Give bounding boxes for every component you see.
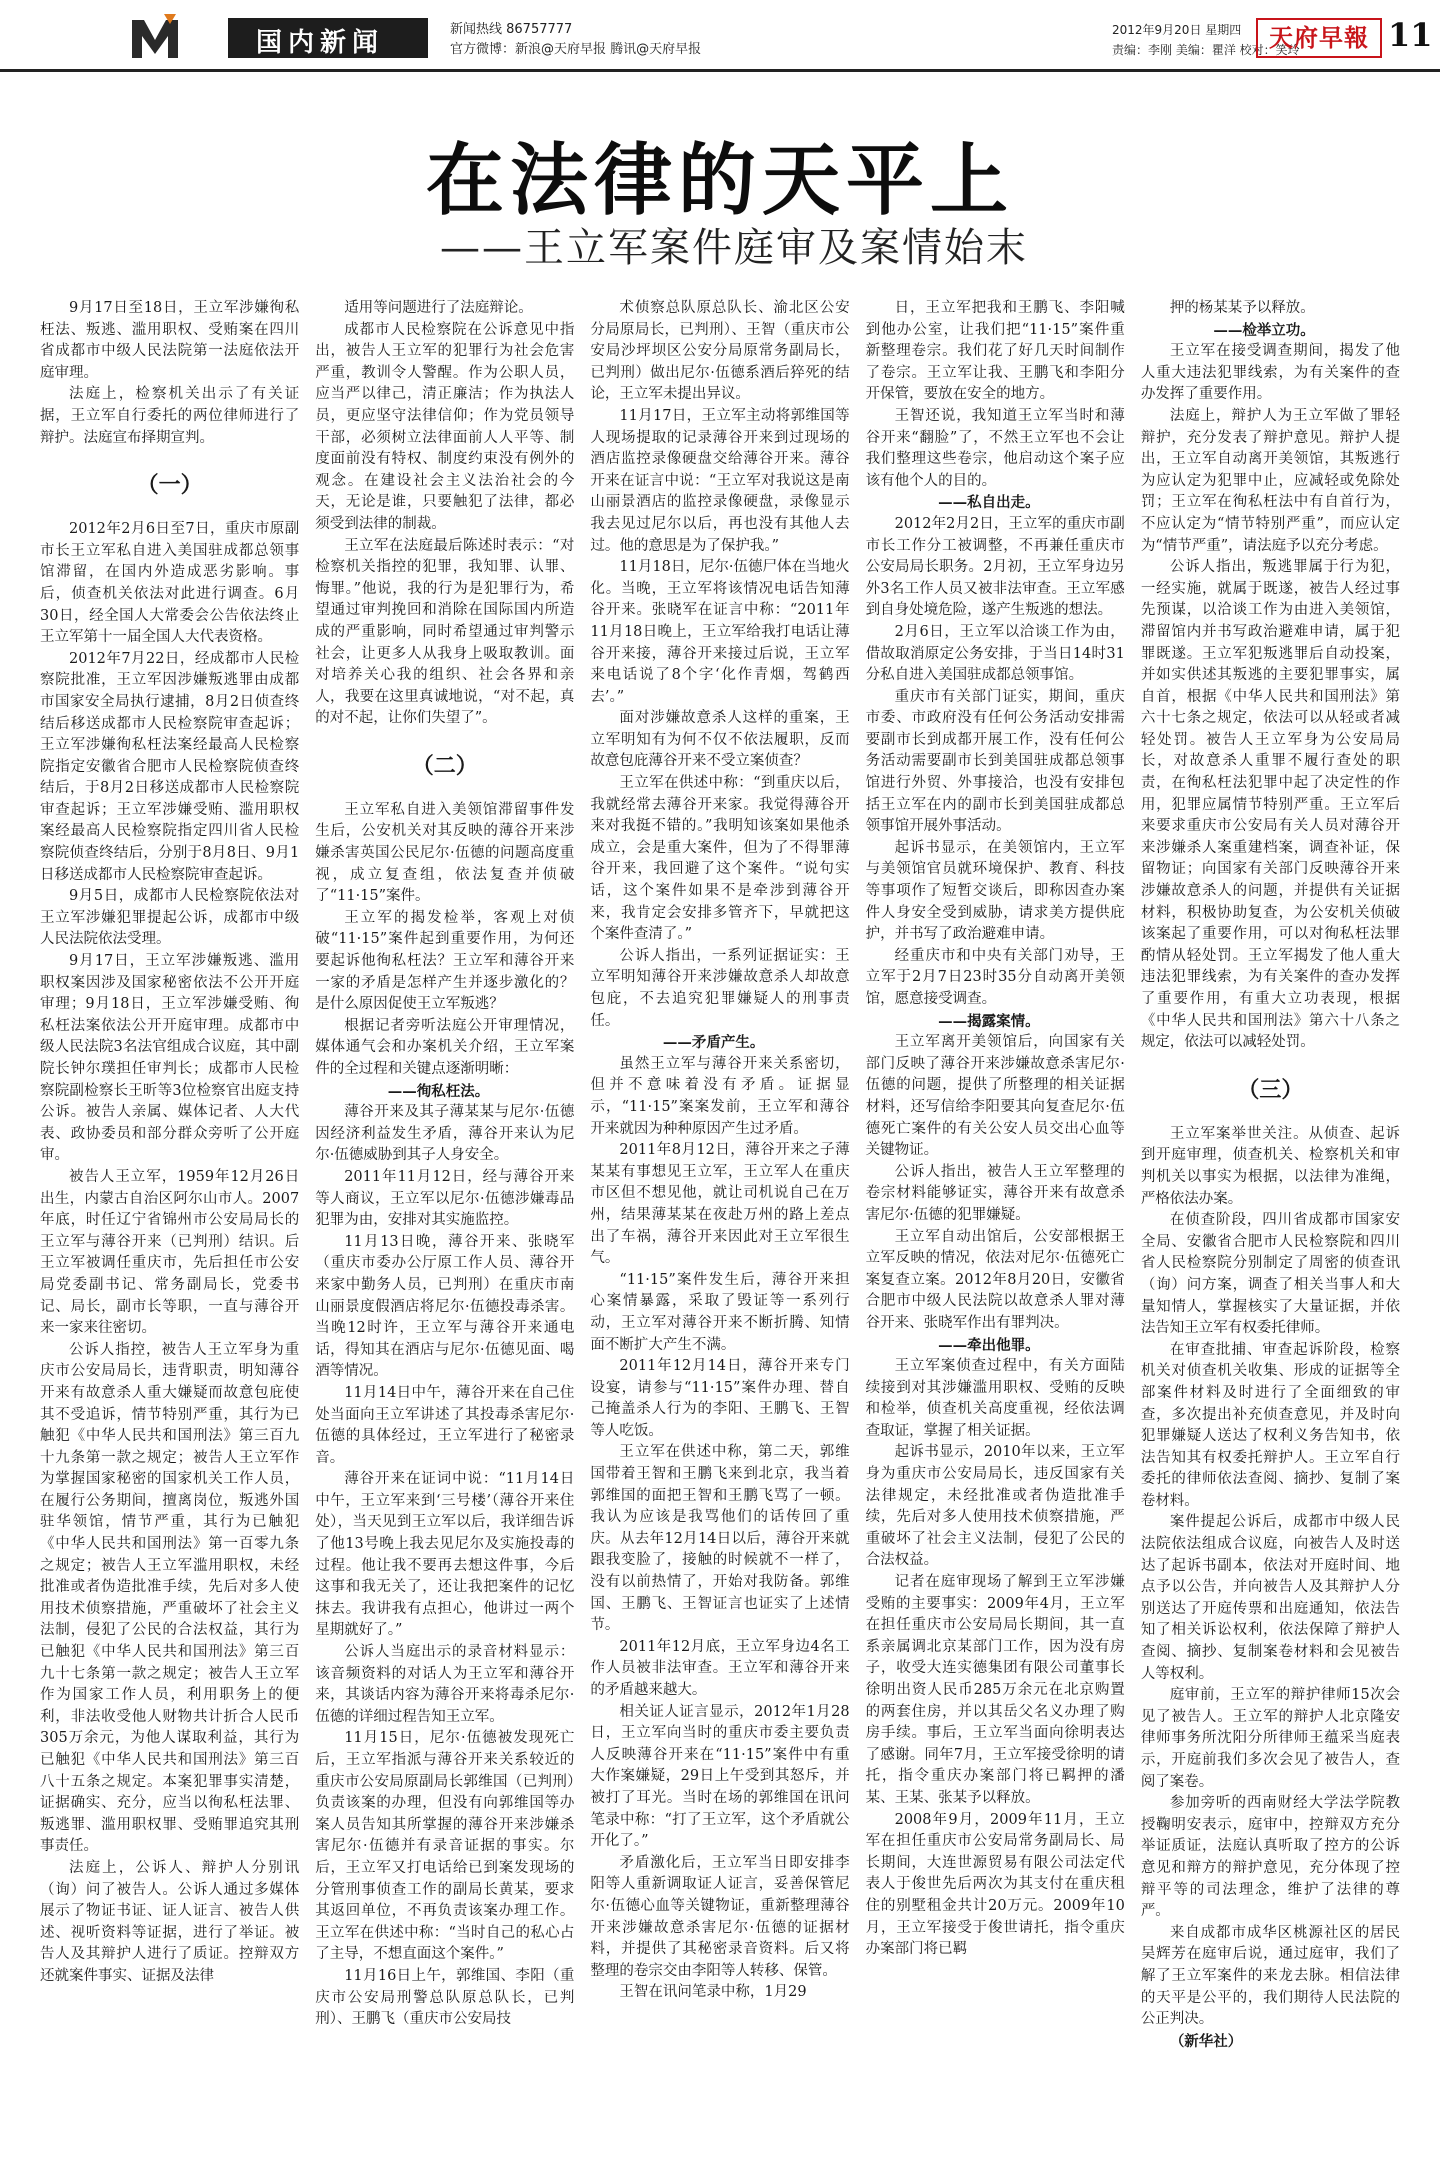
article-subheadline: ——王立军案件庭审及案情始末 — [440, 225, 1028, 271]
paragraph: 王立军案侦查过程中，有关方面陆续接到对其涉嫌滥用职权、受贿的反映和检举，侦查机关高度重视，经依法调查取证，掌握了相关证据。 — [865, 1358, 1125, 1439]
paragraph: 相关证人证言显示，2012年1月28日，王立军向当时的重庆市委主要负责人反映薄谷开来在“11·15”案件中有重大作案嫌疑，29日上午受到其怒斥，并被打了耳光。当时在场的郭维国在讯问笔录中称：“打了王立军，这个矛盾就公开化了。” — [590, 1703, 850, 1850]
paragraph: 法庭上，辩护人为王立军做了罪轻辩护，充分发表了辩护意见。辩护人提出，王立军自动离开美领馆，其叛逃行为应认定为犯罪中止，应减轻或免除处罚；王立军在徇私枉法中有自首行为，不应认定为“情节特别严重”，而应认定为“情节严重”，请法庭予以充分考虑。 — [1140, 407, 1401, 554]
paragraph: 押的杨某某予以释放。 — [1169, 300, 1315, 316]
paragraph: 公诉人指出，叛逃罪属于行为犯，一经实施，就属于既遂，被告人经过事先预谋，以洽谈工作为由进入美领馆，滞留馆内并书写政治避难申请，属于犯罪既遂。王立军犯叛逃罪后自动投案，并如实供述其叛逃的主要犯罪事实，属自首，根据《中华人民共和国刑法》第六十七条之规定，依法可以从轻或者减轻处罚。被告人王立军身为公安局局长，对故意杀人重罪不履行查处的职责，在徇私枉法犯罪中起了决定性的作用，犯罪应属情节特别严重。王立军后来要求重庆市公安局有关人员对薄谷开来涉嫌杀人案重建档案，调查补证，保留物证；向国家有关部门反映薄谷开来涉嫌故意杀人的问题，并提供有关证据材料，积极协助复查，为公安机关侦破该案起了重要作用，可以对徇私枉法罪酌情从轻处罚。王立军揭发了他人重大违法犯罪线索，为有关案件的查办发挥了重要作用，有重大立功表现，根据《中华人民共和国刑法》第六十八条之规定，依法可以减轻处罚。 — [1140, 559, 1401, 1051]
subsection-heading: ——私自出走。 — [938, 494, 1040, 512]
subsection-heading: ——牵出他罪。 — [938, 1336, 1040, 1354]
text-column — [866, 298, 1125, 2154]
paragraph: 王立军自动出馆后，公安部根据王立军反映的情况，依法对尼尔·伍德死亡案复查立案。2012年8月20日，安徽省合肥市中级人民法院以故意杀人罪对薄谷开来、张晓军作出有罪判决。 — [865, 1228, 1125, 1331]
paragraph: 公诉人指出，一系列证据证实：王立军明知薄谷开来涉嫌故意杀人却故意包庇，不去追究犯罪嫌疑人的刑事责任。 — [590, 947, 850, 1029]
paragraph: 2008年9月，2009年11月，王立军在担任重庆市公安局常务副局长、局长期间，大连世源贸易有限公司法定代表人于俊世先后两次为其支付在重庆租住的别墅租金共计20万元。2009年10月，王立军接受于俊世请托，指令重庆办案部门将已羁 — [865, 1811, 1125, 1958]
paragraph: 起诉书显示，在美领馆内，王立军与美领馆官员就环境保护、教育、科技等事项作了短暂交谈后，即称因查办案件人身安全受到威胁，请求美方提供庇护，并书写了政治避难申请。 — [865, 839, 1125, 943]
paragraph: 王立军在供述中称：“到重庆以后，我就经常去薄谷开来家。我觉得薄谷开来对我挺不错的。”我明知该案如果他杀成立，会是重大案件，但为了不得罪薄谷开来，我回避了这个案件。“说句实话，这个案件如果不是牵涉到薄谷开来，我肯定会安排多管齐下，早就把这个案件查清了。” — [590, 775, 850, 943]
paragraph: 法庭上，公诉人、辩护人分别讯（询）问了被告人。公诉人通过多媒体展示了物证书证、证人证言、被告人供述、视听资料等证据，进行了举证。被告人及其辩护人进行了质证。控辩双方还就案件事实、证据及法律 — [40, 1859, 300, 1984]
paragraph: 2月6日，王立军以洽谈工作为由，借故取消原定公务安排，于当日14时31分私自进入美国驻成都总领事馆。 — [865, 623, 1125, 684]
paragraph: 11月17日，王立军主动将郭维国等人现场提取的记录薄谷开来到过现场的酒店监控录像硬盘交给薄谷开来。薄谷开来在证言中说：“王立军对我说这是南山丽景酒店的监控录像硬盘，录像显示我去见过尼尔以后，再也没有其他人去过。他的意思是为了保护我。” — [590, 407, 850, 554]
paragraph: 在侦查阶段，四川省成都市国家安全局、安徽省合肥市人民检察院和四川省人民检察院分别制定了周密的侦查讯（询）问方案，调查了相关当事人和大量知情人，掌握核实了大量证据，并依法告知王立军有权委托律师。 — [1140, 1212, 1401, 1337]
issue-date: 2012年9月20日 星期四 — [1112, 23, 1242, 37]
paragraph: 王立军的揭发检举，客观上对侦破“11·15”案件起到重要作用，为何还要起诉他徇私枉法？王立军和薄谷开来一家的矛盾是怎样产生并逐步激化的？是什么原因促使王立军叛逃？ — [315, 909, 575, 1013]
paragraph: 被告人王立军，1959年12月26日出生，内蒙古自治区阿尔山市人。2007年底，时任辽宁省锦州市公安局局长的王立军与薄谷开来（已判刑）结识。后王立军被调任重庆市，先后担任市公安局党委副书记、常务副局长，党委书记、局长，副市长等职，一直与薄谷开来一家来往密切。 — [40, 1168, 300, 1337]
masthead — [0, 0, 1440, 72]
subsection-heading: ——揭露案情。 — [938, 1012, 1040, 1030]
official-weibo: 官方微博：新浪@天府早报 腾讯@天府早报 — [450, 42, 702, 57]
paragraph: 11月18日，尼尔·伍德尸体在当地火化。当晚，王立军将该情况电话告知薄谷开来。张晓军在证言中称：“2011年11月18日晚上，王立军给我打电话让薄谷开来接，薄谷开来接过后说，王立军来电话说了8个字‘化作青烟，驾鹤西去’。” — [590, 559, 850, 705]
paragraph: 王智在讯问笔录中称，1月29 — [619, 1984, 807, 2001]
paragraph: 公诉人指出，被告人王立军整理的卷宗材料能够证实，薄谷开来有故意杀害尼尔·伍德的犯罪嫌疑。 — [865, 1163, 1125, 1223]
paragraph: 2012年2月6日至7日，重庆市原副市长王立军私自进入美国驻成都总领事馆滞留，在国内外造成恶劣影响。事后，侦查机关依法对此进行调查。6月30日，经全国人大常委会公告依法终止王立军第十一届全国人大代表资格。 — [40, 521, 300, 646]
paragraph: 成都市人民检察院在公诉意见中指出，被告人王立军的犯罪行为社会危害严重，教训令人警醒。作为公职人员，应当严以律己，清正廉洁；作为执法人员，更应坚守法律信仰；作为党员领导干部，必须树立法律面前人人平等、制度面前没有特权、制度约束没有例外的观念。在建设社会主义法治社会的今天，无论是谁，只要触犯了法律，都必须受到法律的制裁。 — [315, 321, 575, 532]
paragraph: 王立军在供述中称，第二天，郭维国带着王智和王鹏飞来到北京，我当着郭维国的面把王智和王鹏飞骂了一顿。我认为应该是我骂他们的话传回了重庆。从去年12月14日以后，薄谷开来就跟我变脸了，接触的时候就不一样了，没有以前热情了，开始对我防备。郭维国、王鹏飞、王智证言也证实了上述情节。 — [590, 1444, 850, 1634]
paragraph: 2011年12月14日，薄谷开来专门设宴，请参与“11·15”案件办理、替自己掩盖杀人行为的李阳、王鹏飞、王智等人吃饭。 — [590, 1358, 850, 1439]
subsection-heading: ——徇私枉法。 — [387, 1082, 490, 1100]
subsection-heading: ——检举立功。 — [1213, 321, 1315, 339]
paragraph: 记者在庭审现场了解到王立军涉嫌受贿的主要事实：2009年4月，王立军在担任重庆市公安局局长期间，其一直系亲属调北京某部门工作，因为没有房子，收受大连实德集团有限公司董事长徐明出资人民币285万余元在北京购置的两套住房，并以其岳父名义办理了购房手续。事后，王立军当面向徐明表达了感谢。同年7月，王立军接受徐明的请托，指令重庆办案部门将已羁押的潘某、王某、张某予以释放。 — [865, 1574, 1125, 1806]
paragraph: “11·15”案件发生后，薄谷开来担心案情暴露，采取了毁证等一系列行动，王立军对薄谷开来不断折腾、知情面不断扩大产生不满。 — [590, 1271, 850, 1353]
section-label: 国内新闻 — [228, 18, 428, 58]
news-source: （新华社） — [1169, 2032, 1243, 2050]
paragraph: 日，王立军把我和王鹏飞、李阳喊到他办公室，让我们把“11·15”案件重新整理卷宗。我们花了好几天时间制作了卷宗。王立军让我、王鹏飞和李阳分开保管，要放在安全的地方。 — [865, 300, 1125, 403]
paragraph: 11月13日晚，薄谷开来、张晓军（重庆市委办公厅原工作人员、薄谷开来家中勤务人员，已判刑）在重庆市南山丽景度假酒店将尼尔·伍德投毒杀害。当晚12时许，王立军与薄谷开来通电话，得知其在酒店与尼尔·伍德见面、喝酒等情况。 — [315, 1233, 575, 1380]
paragraph: 法庭上，检察机关出示了有关证据，王立军自行委托的两位律师进行了辩护。法庭宣布择期宣判。 — [40, 386, 300, 446]
paragraph: 2011年8月12日，薄谷开来之子薄某某有事想见王立军，王立军人在重庆市区但不想见他，就让司机说自己在万州，结果薄某某在夜赴万州的路上差点出了车祸，薄谷开来因此对王立军很生气。 — [590, 1142, 850, 1267]
text-column — [1141, 298, 1400, 2154]
paragraph: 来自成都市成华区桃源社区的居民吴辉芳在庭审后说，通过庭审，我们了解了王立军案件的来龙去脉。相信法律的天平是公平的，我们期待人民法院的公正判决。 — [1140, 1924, 1401, 2028]
text-column — [315, 298, 574, 2154]
paragraph: 2011年11月12日，经与薄谷开来等人商议，王立军以尼尔·伍德涉嫌毒品犯罪为由，安排对其实施监控。 — [315, 1168, 575, 1229]
news-hotline: 新闻热线 86757777 — [450, 22, 573, 37]
text-column — [590, 298, 849, 2154]
paragraph: 11月16日上午，郭维国、李阳（重庆市公安局刑警总队原总队长，已判刑）、王鹏飞（重庆市公安局技 — [315, 1967, 575, 2028]
paper-name-stamp: 天府早報 — [1256, 18, 1382, 58]
paragraph: 11月15日，尼尔·伍德被发现死亡后，王立军指派与薄谷开来关系较近的重庆市公安局原副局长郭维国（已判刑）负责该案的办理，但没有向郭维国等办案人员告知其所掌握的薄谷开来涉嫌杀害尼尔·伍德并有录音证据的事实。尔后，王立军又打电话给已到案发现场的分管刑事侦查工作的副局长黄某，要求其返回单位，不再负责该案办理工作。王立军在供述中称：“当时自己的私心占了主导，不想直面这个案件。” — [315, 1730, 575, 1963]
paragraph: 2012年2月2日，王立军的重庆市副市长工作分工被调整，不再兼任重庆市公安局局长职务。2月初，王立军身边另外3名工作人员又被非法审查。王立军感到自身处境危险，遂产生叛逃的想法。 — [865, 515, 1125, 619]
page-number: 11 — [1388, 16, 1433, 54]
paragraph: 公诉人指控，被告人王立军身为重庆市公安局局长，违背职责，明知薄谷开来有故意杀人重大嫌疑而故意包庇使其不受追诉，情节特别严重，其行为已触犯《中华人民共和国刑法》第三百九十九条第一款之规定；被告人王立军作为掌握国家秘密的国家机关工作人员，在履行公务期间，擅离岗位，叛逃外国驻华领馆，情节严重，其行为已触犯《中华人民共和国刑法》第一百零九条之规定；被告人王立军滥用职权，未经批准或者伪造批准手续，先后对多人使用技术侦察措施，严重破坏了社会主义法制，侵犯了公民的合法权益，其行为已触犯《中华人民共和国刑法》第三百九十七条第一款之规定；被告人王立军作为国家工作人员，利用职务上的便利，非法收受他人财物共计折合人民币305万余元，为他人谋取利益，其行为已触犯《中华人民共和国刑法》第三百八十五条之规定。本案犯罪事实清楚，证据确实、充分，应当以徇私枉法罪、叛逃罪、滥用职权罪、受贿罪追究其刑事责任。 — [40, 1341, 300, 1855]
paragraph: 王立军案举世关注。从侦查、起诉到开庭审理，侦查机关、检察机关和审判机关以事实为根据，以法律为准绳，严格依法办案。 — [1140, 1125, 1401, 1207]
paragraph: 适用等问题进行了法庭辩论。 — [344, 300, 533, 316]
contact-info — [450, 20, 701, 60]
paragraph: 11月14日中午，薄谷开来在自己住处当面向王立军讲述了其投毒杀害尼尔·伍德的具体经过，王立军进行了秘密录音。 — [315, 1384, 575, 1466]
paragraph: 薄谷开来及其子薄某某与尼尔·伍德因经济利益发生矛盾，薄谷开来认为尼尔·伍德威胁到其子人身安全。 — [315, 1104, 575, 1164]
subsection-heading: ——矛盾产生。 — [662, 1034, 765, 1052]
paragraph: 9月17日至18日，王立军涉嫌徇私枉法、叛逃、滥用职权、受贿案在四川省成都市中级人民法院第一法庭依法开庭审理。 — [40, 300, 300, 381]
paragraph: 在审查批捕、审查起诉阶段，检察机关对侦查机关收集、形成的证据等全部案件材料及时进行了全面细致的审查，多次提出补充侦查意见，并及时向犯罪嫌疑人送达了权利义务告知书，依法告知其有权委托辩护人。王立军自行委托的律师依法查阅、摘抄、复制了案卷材料。 — [1140, 1341, 1401, 1509]
paragraph: 2011年12月底，王立军身边4名工作人员被非法审查。王立军和薄谷开来的矛盾越来越大。 — [590, 1638, 850, 1698]
paragraph: 矛盾激化后，王立军当日即安排李阳等人重新调取证人证言，妥善保管尼尔·伍德心血等关键物证，重新整理薄谷开来涉嫌故意杀害尼尔·伍德的证据材料，并提供了其秘密录音资料。后又将整理的卷宗交由李阳等人转移、保管。 — [590, 1854, 850, 1979]
paragraph: 薄谷开来在证词中说：“11月14日中午，王立军来到‘三号楼’（薄谷开来住处），当天见到王立军以后，我详细告诉了他13号晚上我去见尼尔及实施投毒的过程。他让我不要再去想这件事，今后这事和我无关了，还让我把案件的记忆抹去。我讲我有点担心，他讲过一两个星期就好了。” — [315, 1471, 575, 1639]
paragraph: 王立军私自进入美领馆滞留事件发生后，公安机关对其反映的薄谷开来涉嫌杀害英国公民尼尔·伍德的问题高度重视，成立复查组，依法复查并侦破了“11·15”案件。 — [315, 801, 575, 905]
article-body — [40, 298, 1400, 2154]
paragraph: 参加旁听的西南财经大学法学院教授鞠明安表示，庭审中，控辩双方充分举证质证，法庭认真听取了控方的公诉意见和辩方的辩护意见，充分体现了控辩平等的司法理念，维护了法律的尊严。 — [1140, 1795, 1401, 1920]
paragraph: 案件提起公诉后，成都市中级人民法院依法组成合议庭，向被告人及时送达了起诉书副本，依法对开庭时间、地点予以公告，并向被告人及其辩护人分别送达了开庭传票和出庭通知，依法告知了相关诉讼权利，依法保障了辩护人查阅、摘抄、复制案卷材料和会见被告人等权利。 — [1140, 1514, 1401, 1682]
paragraph: 面对涉嫌故意杀人这样的重案，王立军明知有为何不仅不依法履职，反而故意包庇薄谷开来不受立案侦查？ — [590, 710, 850, 770]
newspaper-logo-icon — [130, 14, 180, 60]
paragraph: 术侦察总队原总队长、渝北区公安分局原局长，已判刑）、王智（重庆市公安局沙坪坝区公安分局原常务副局长，已判刑）做出尼尔·伍德系酒后猝死的结论，王立军未提出异议。 — [590, 300, 850, 403]
article-headline: 在法律的天平上 — [425, 136, 1014, 226]
section-number: （二） — [411, 752, 478, 779]
paragraph: 庭审前，王立军的辩护律师15次会见了被告人。王立军的辩护人北京隆安律师事务所沈阳分所律师王蕴采当庭表示，开庭前我们多次会见了被告人，查阅了案卷。 — [1140, 1687, 1401, 1790]
paragraph: 9月5日，成都市人民检察院依法对王立军涉嫌犯罪提起公诉，成都市中级人民法院依法受理。 — [40, 888, 300, 948]
paragraph: 虽然王立军与薄谷开来关系密切，但并不意味着没有矛盾。证据显示，“11·15”案案发前，王立军和薄谷开来就因为种种原因产生过矛盾。 — [590, 1055, 850, 1137]
paragraph: 公诉人当庭出示的录音材料显示：该音频资料的对话人为王立军和薄谷开来，其谈话内容为薄谷开来将毒杀尼尔·伍德的详细过程告知王立军。 — [315, 1644, 575, 1725]
section-number: （三） — [1237, 1076, 1304, 1103]
paragraph: 王智还说，我知道王立军当时和薄谷开来“翻脸”了，不然王立军也不会让我们整理这些卷宗，他启动这个案子应该有他个人的目的。 — [865, 407, 1125, 489]
text-column — [40, 298, 299, 2154]
editor-credits: 责编：李刚 美编：瞿洋 校对：笑玲 — [1112, 43, 1300, 57]
paragraph: 9月17日，王立军涉嫌叛逃、滥用职权案因涉及国家秘密依法不公开开庭审理；9月18日，王立军涉嫌受贿、徇私枉法案依法公开开庭审理。成都市中级人民法院3名法官组成合议庭，其中副院长钟尔璞担任审判长；成都市人民检察院副检察长王昕等3位检察官出庭支持公诉。被告人亲属、媒体记者、人大代表、政协委员和部分群众旁听了公开庭审。 — [40, 953, 300, 1164]
section-number: （一） — [136, 472, 203, 499]
paragraph: 重庆市有关部门证实，期间，重庆市委、市政府没有任何公务活动安排需要副市长到成都开展工作，没有任何公务活动需要副市长到美国驻成都总领事馆进行外贸、外事接洽，也没有安排包括王立军在内的副市长到美国驻成都总领事馆开展外事活动。 — [865, 688, 1125, 835]
paragraph: 经重庆市和中央有关部门劝导，王立军于2月7日23时35分自动离开美领馆，愿意接受调查。 — [865, 947, 1125, 1007]
paragraph: 起诉书显示，2010年以来，王立军身为重庆市公安局局长，违反国家有关法律规定，未经批准或者伪造批准手续，先后对多人使用技术侦察措施，严重破坏了社会主义法制，侵犯了公民的合法权益。 — [865, 1444, 1125, 1569]
paragraph: 王立军在接受调查期间，揭发了他人重大违法犯罪线索，为有关案件的查办发挥了重要作用。 — [1140, 343, 1401, 403]
paragraph: 根据记者旁听法庭公开审理情况，媒体通气会和办案机关介绍，王立军案件的全过程和关键点逐渐明晰： — [315, 1017, 575, 1077]
paragraph: 2012年7月22日，经成都市人民检察院批准，王立军因涉嫌叛逃罪由成都市国家安全局执行逮捕，8月2日侦查终结后移送成都市人民检察院审查起诉；王立军涉嫌徇私枉法案经最高人民检察院指定安徽省合肥市人民检察院侦查终结后，于8月2日移送成都市人民检察院审查起诉；王立军涉嫌受贿、滥用职权案经最高人民检察院指定四川省人民检察院侦查终结后，分别于8月8日、9月1日移送成都市人民检察院审查起诉。 — [40, 650, 300, 883]
paragraph: 王立军在法庭最后陈述时表示：“对检察机关指控的犯罪，我知罪、认罪、悔罪。”他说，我的行为是犯罪行为，希望通过审判挽回和消除在国际国内所造成的严重影响，同时希望通过审判警示社会，让更多人从我身上吸取教训。面对培养关心我的组织、社会各界和亲人，我要在这里真诚地说，“对不起，真的对不起，让你们失望了”。 — [315, 537, 575, 727]
paragraph: 王立军离开美领馆后，向国家有关部门反映了薄谷开来涉嫌故意杀害尼尔·伍德的问题，提供了所整理的相关证据材料，还写信给李阳要其向复查尼尔·伍德死亡案件的有关公安人员交出心血等关键物证。 — [865, 1034, 1125, 1159]
